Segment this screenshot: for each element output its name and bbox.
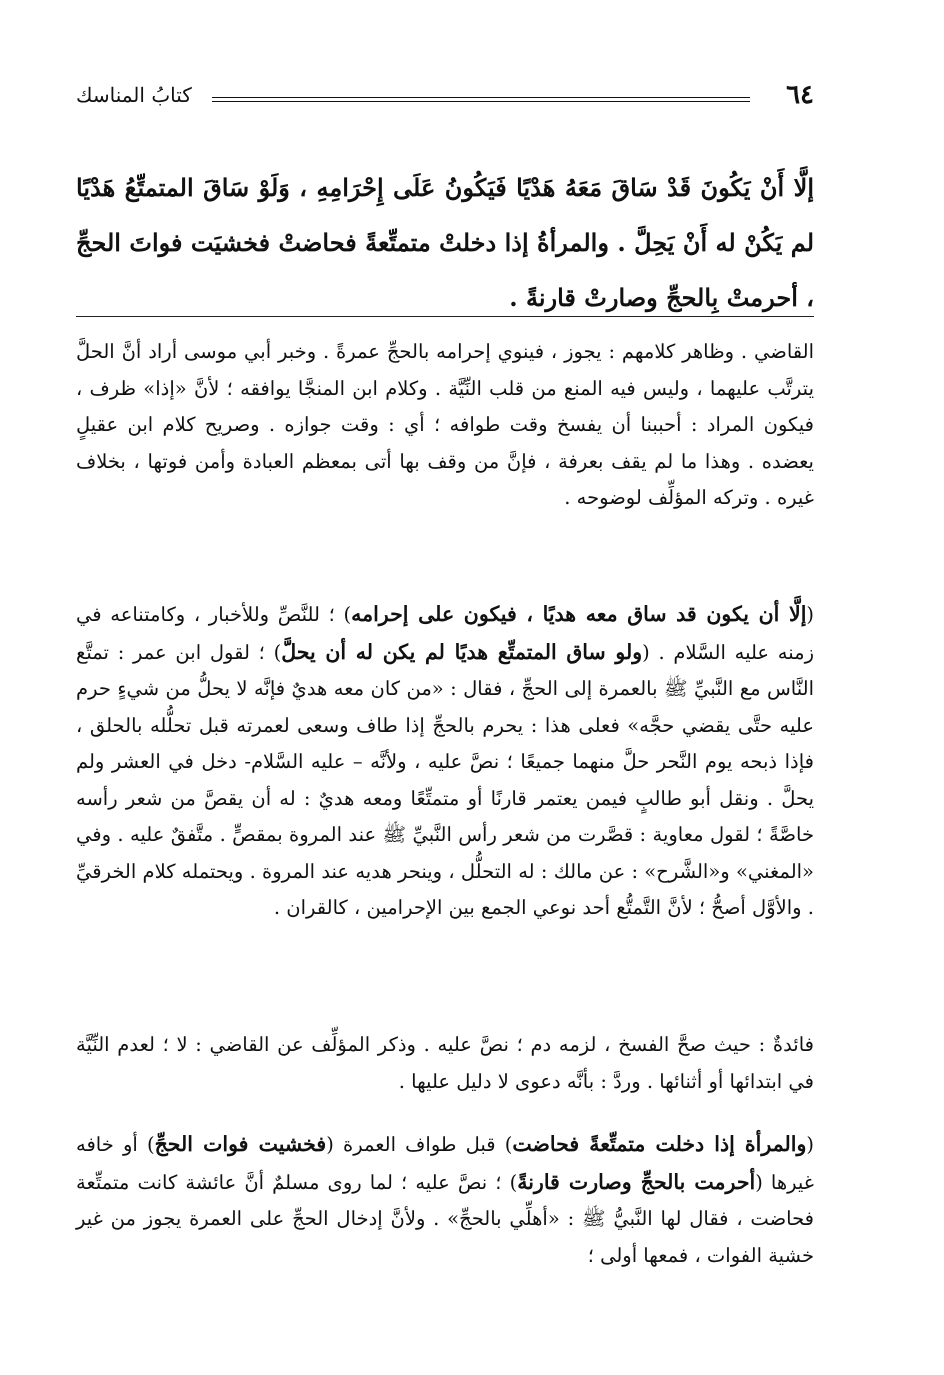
paren-open: (	[806, 603, 814, 626]
commentary-text: ) قبل طواف العمرة (	[326, 1133, 513, 1156]
matn-quote-3: أحرمت بالحجِّ وصارت قارنةً	[517, 1169, 756, 1194]
commentary-text: ) أو خافه غيرها (	[76, 1133, 815, 1194]
commentary-paragraph-4	[76, 1126, 814, 1274]
header-rule	[212, 97, 750, 102]
running-title: كتابُ المناسك	[76, 83, 192, 107]
matn-text: إلَّا أَنْ يَكُونَ قَدْ سَاقَ مَعَهُ هَدْيًا فَيَكُونُ عَلَى إِحْرَامِهِ ، وَلَوْ سَاقَ المتمتِّعُ هَدْيًا لم يَكُنْ له أَنْ يَحِلَّ . والمرأةُ إذا دخلتْ متمتِّعةً فحاضتْ فخشيَت فواتَ الحجِّ ، أحرمتْ بِالحجِّ وصارتْ قارنةً .	[76, 173, 815, 312]
matn-quote-1: إلَّا أن يكون قد ساق معه هديًا ، فيكون على إحرامه	[351, 602, 807, 626]
commentary-text: ) ؛ للنَّصِّ وللأخبار ، وكامتناعه في زمنه عليه السَّلام . (	[76, 603, 815, 664]
paren-open: (	[806, 1133, 814, 1156]
page-number: ٦٤	[786, 80, 814, 110]
page-header	[76, 78, 814, 118]
section-divider	[76, 316, 814, 317]
commentary-text: ) ؛ نصَّ عليه ؛ لما روى مسلمٌ أنَّ عائشة كانت متمتِّعة فحاضت ، فقال لها النَّبيُّ ﷺ : «أهلِّي بالحجِّ» . ولأنَّ إدخال الحجِّ على العمرة يجوز من غير خشية الفوات ، فمعها أولى ؛	[76, 1170, 814, 1267]
commentary-paragraph-1: القاضي . وظاهر كلامهم : يجوز ، فينوي إحرامه بالحجِّ عمرةً . وخبر أبي موسى أراد أنَّ الحلَّ يترتَّب عليهما ، وليس فيه المنع من قلب النِّيَّة . وكلام ابن المنجَّا يوافقه ؛ لأنَّ «إذا» ظرف ، فيكون المراد : أحببنا أن يفسخ وقت طوافه ؛ أي : وقت جوازه . وصريح كلام ابن عقيلٍ يعضده . وهذا ما لم يقف بعرفة ، فإنَّ من وقف بها أتى بمعظم العبادة وأمن فوتها ، بخلاف غيره . وتركه المؤلِّف لوضوحه .	[76, 340, 814, 509]
matn-quote-2: ولو ساق المتمتِّع هديًا لم يكن له أن يحلَّ	[281, 639, 643, 664]
matn-quote-1: والمرأة إذا دخلت متمتِّعةً فحاضت	[512, 1132, 807, 1156]
commentary-paragraph-2	[76, 596, 814, 927]
matn-quote-2: فخشيت فوات الحجِّ	[154, 1132, 327, 1156]
commentary-paragraph-3: فائدةٌ : حيث صحَّ الفسخ ، لزمه دم ؛ نصَّ عليه . وذكر المؤلِّف عن القاضي : لا ؛ لعدم النِّيَّة في ابتدائها أو أثنائها . وردَّ : بأنَّه دعوى لا دليل عليها .	[76, 1033, 814, 1093]
commentary-text: ) ؛ لقول ابن عمر : تمتَّع النَّاس مع النَّبيِّ ﷺ بالعمرة إلى الحجِّ ، فقال : «من كان معه هديٌ فإنَّه لا يحلُّ من شيءٍ حرم عليه حتَّى يقضي حجَّه» فعلى هذا : يحرم بالحجِّ إذا طاف وسعى لعمرته قبل تحلُّله بالحلق ، فإذا ذبحه يوم النَّحر حلَّ منهما جميعًا ؛ نصَّ عليه ، ولأنَّه – عليه السَّلام- دخل في العشر ولم يحلَّ . ونقل أبو طالبٍ فيمن يعتمر قارنًا أو متمتِّعًا ومعه هديٌ : له أن يقصَّ من شعر رأسه خاصَّةً ؛ لقول معاوية : قصَّرت من شعر رأس النَّبيِّ ﷺ عند المروة بمقصٍّ . متَّفقٌ عليه . وفي «المغني» و«الشَّرح» : عن مالك : له التحلُّل ، وينحر هديه عند المروة . ويحتمله كلام الخرقيِّ . والأوَّل أصحُّ ؛ لأنَّ التَّمتُّع أحد نوعي الجمع بين الإحرامين ، كالقران .	[76, 640, 814, 919]
